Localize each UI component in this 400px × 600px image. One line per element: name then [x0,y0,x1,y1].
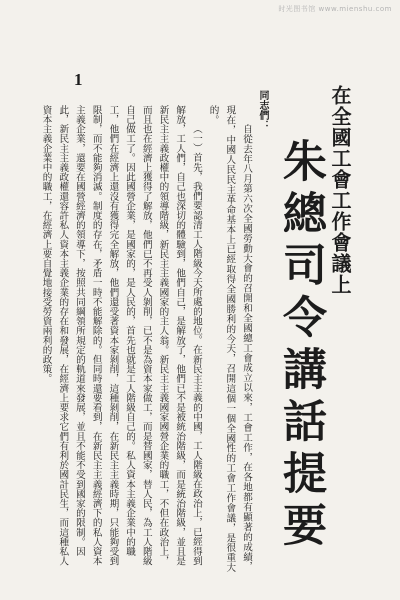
document-title: 在全國工會工作會議上 [328,85,352,295]
greeting: 同志們： [257,90,268,130]
page-number: 1 [74,70,83,89]
body-text [40,105,254,575]
watermark: 时光图书馆 www.mienshu.com [278,5,392,13]
paragraph: （一）首先，我們要認清工人階級今天所處的地位。在新民主主義的中國，工人階級在政治上，已經得到解放，工人們，自己也深切的體驗到，他們自己，是解放了，他們已不是被統治階級，而是統治階級，並且是新民主主義政權中的領導階級，新民主主義國家的主人翁。新民主主義國家國營企業的職工，不但在政治上，而且也在經濟上獲得了解放，他們已不再受人剝削，已不是為資本家做工，而是替國家，替人民，為工人階級自己做工了。因此國營企業，是國家的，是人民的，首先也就是工人階級自己的。私人資本主義企業中的職工，他們在經濟上還沒有獲得完全解放，他們還受著資本家剝削，這種剝削，在新民主主義時期，只能夠受到限制，而不能夠消滅。制度的存在，矛盾一時不能解除的。但同時還要看到，在新民主主義經濟下的私人資本主義企業，還要在國營經濟的領導下，按照共同綱領所規定的軌道來發展，並且不能不受到國家的限制。因此，新民主主義政權還容許私人資本主義企業的存在和發展，在經濟上要求它們有利於國計民生，而這種私人資本主義企業中的職工，在經濟上要自覺地接受勞資兩利的政策。 [40,105,202,566]
paragraph: 自從去年八月第六次全國勞動大會的召開和全國總工會成立以來，工會工作，在各地都有顯著的成績，現在，中國人民民主革命基本上已經取得全國勝利的今天，召開這個一個全國性的工會工作會議，是很重大的。 [207,105,252,573]
document-subtitle: 朱總司令講話提要 [275,138,326,554]
